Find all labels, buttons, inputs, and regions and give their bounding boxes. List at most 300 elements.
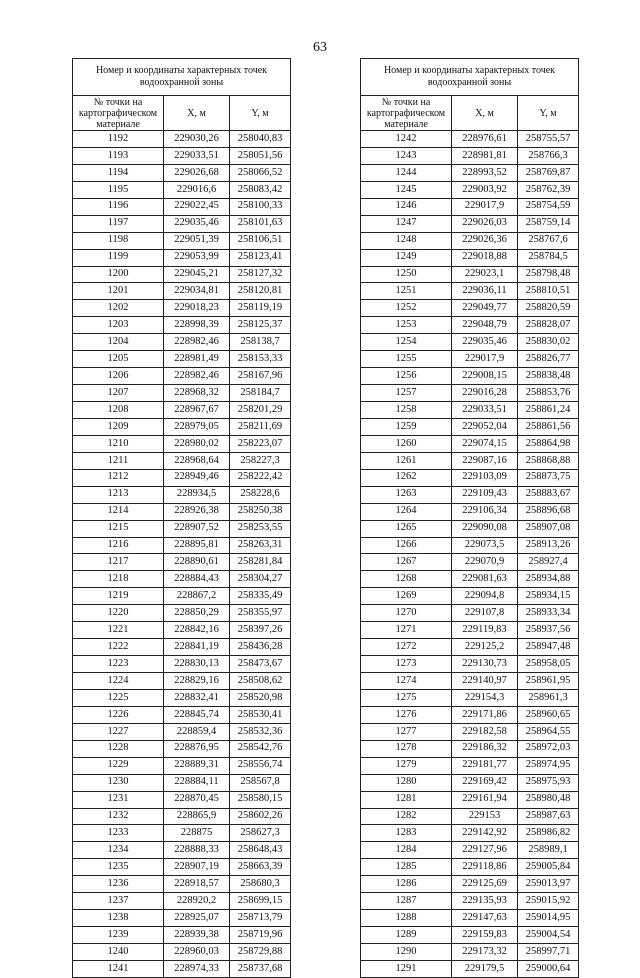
table-row — [73, 554, 291, 571]
column-header-y: Y, м — [230, 96, 291, 131]
table-row — [361, 706, 579, 723]
cell-point-number: 1203 — [73, 317, 164, 334]
table-row — [361, 639, 579, 656]
cell-point-number: 1224 — [73, 673, 164, 690]
cell-point-number: 1269 — [361, 588, 452, 605]
cell-point-number: 1193 — [73, 147, 164, 164]
cell-point-number: 1219 — [73, 588, 164, 605]
cell-x-coordinate: 229035,46 — [452, 334, 518, 351]
cell-y-coordinate: 258986,82 — [518, 825, 579, 842]
cell-x-coordinate: 229052,04 — [452, 418, 518, 435]
cell-x-coordinate: 228934,5 — [164, 486, 230, 503]
table-row — [361, 537, 579, 554]
cell-point-number: 1284 — [361, 842, 452, 859]
cell-x-coordinate: 228918,57 — [164, 876, 230, 893]
cell-y-coordinate: 259015,92 — [518, 893, 579, 910]
table-row — [73, 706, 291, 723]
cell-point-number: 1291 — [361, 960, 452, 977]
cell-point-number: 1257 — [361, 385, 452, 402]
cell-y-coordinate: 258106,51 — [230, 232, 291, 249]
cell-x-coordinate: 229109,43 — [452, 486, 518, 503]
cell-point-number: 1208 — [73, 402, 164, 419]
cell-point-number: 1231 — [73, 791, 164, 808]
cell-y-coordinate: 258766,3 — [518, 147, 579, 164]
table-row — [361, 689, 579, 706]
cell-point-number: 1246 — [361, 198, 452, 215]
column-header-x: X, м — [164, 96, 230, 131]
cell-y-coordinate: 258798,48 — [518, 266, 579, 283]
cell-y-coordinate: 258719,96 — [230, 927, 291, 944]
cell-point-number: 1215 — [73, 520, 164, 537]
cell-point-number: 1247 — [361, 215, 452, 232]
cell-y-coordinate: 258713,79 — [230, 910, 291, 927]
cell-point-number: 1201 — [73, 283, 164, 300]
cell-x-coordinate: 229026,36 — [452, 232, 518, 249]
cell-x-coordinate: 228907,19 — [164, 859, 230, 876]
table-row — [361, 418, 579, 435]
cell-y-coordinate: 258913,26 — [518, 537, 579, 554]
cell-x-coordinate: 228875 — [164, 825, 230, 842]
table-row — [73, 893, 291, 910]
cell-point-number: 1230 — [73, 774, 164, 791]
cell-x-coordinate: 228993,52 — [452, 164, 518, 181]
table-row — [361, 198, 579, 215]
cell-y-coordinate: 258873,75 — [518, 469, 579, 486]
cell-x-coordinate: 228845,74 — [164, 706, 230, 723]
cell-point-number: 1250 — [361, 266, 452, 283]
cell-point-number: 1207 — [73, 385, 164, 402]
cell-x-coordinate: 229026,03 — [452, 215, 518, 232]
cell-x-coordinate: 228968,64 — [164, 452, 230, 469]
cell-y-coordinate: 259005,84 — [518, 859, 579, 876]
cell-y-coordinate: 258304,27 — [230, 571, 291, 588]
cell-point-number: 1290 — [361, 944, 452, 961]
cell-y-coordinate: 258184,7 — [230, 385, 291, 402]
table-row — [73, 452, 291, 469]
table-row — [73, 808, 291, 825]
cell-x-coordinate: 229017,9 — [452, 351, 518, 368]
cell-point-number: 1258 — [361, 402, 452, 419]
cell-y-coordinate: 258769,87 — [518, 164, 579, 181]
cell-point-number: 1199 — [73, 249, 164, 266]
cell-point-number: 1234 — [73, 842, 164, 859]
cell-y-coordinate: 258755,57 — [518, 131, 579, 148]
table-row — [73, 639, 291, 656]
cell-y-coordinate: 258100,33 — [230, 198, 291, 215]
cell-x-coordinate: 229159,83 — [452, 927, 518, 944]
cell-x-coordinate: 228907,52 — [164, 520, 230, 537]
cell-x-coordinate: 229033,51 — [164, 147, 230, 164]
cell-point-number: 1226 — [73, 706, 164, 723]
cell-x-coordinate: 229169,42 — [452, 774, 518, 791]
cell-y-coordinate: 258972,03 — [518, 740, 579, 757]
table-row — [73, 232, 291, 249]
cell-y-coordinate: 258101,63 — [230, 215, 291, 232]
cell-point-number: 1282 — [361, 808, 452, 825]
table-row — [361, 215, 579, 232]
cell-point-number: 1260 — [361, 435, 452, 452]
cell-y-coordinate: 258473,67 — [230, 656, 291, 673]
table-row — [361, 723, 579, 740]
cell-y-coordinate: 258699,15 — [230, 893, 291, 910]
table-row — [73, 317, 291, 334]
cell-x-coordinate: 228968,32 — [164, 385, 230, 402]
cell-x-coordinate: 228865,9 — [164, 808, 230, 825]
cell-y-coordinate: 258964,55 — [518, 723, 579, 740]
cell-x-coordinate: 228895,81 — [164, 537, 230, 554]
table-row — [73, 689, 291, 706]
cell-y-coordinate: 258989,1 — [518, 842, 579, 859]
cell-y-coordinate: 258083,42 — [230, 181, 291, 198]
cell-x-coordinate: 229119,83 — [452, 622, 518, 639]
cell-x-coordinate: 229023,1 — [452, 266, 518, 283]
table-row — [361, 791, 579, 808]
cell-point-number: 1237 — [73, 893, 164, 910]
cell-x-coordinate: 229017,9 — [452, 198, 518, 215]
cell-x-coordinate: 229035,46 — [164, 215, 230, 232]
table-row — [361, 181, 579, 198]
table-row — [361, 842, 579, 859]
cell-y-coordinate: 258820,59 — [518, 300, 579, 317]
cell-y-coordinate: 258947,48 — [518, 639, 579, 656]
cell-y-coordinate: 258223,07 — [230, 435, 291, 452]
table-row — [73, 927, 291, 944]
table-row — [73, 520, 291, 537]
cell-y-coordinate: 258861,24 — [518, 402, 579, 419]
cell-x-coordinate: 228850,29 — [164, 605, 230, 622]
cell-x-coordinate: 228976,61 — [452, 131, 518, 148]
cell-point-number: 1232 — [73, 808, 164, 825]
cell-x-coordinate: 229073,5 — [452, 537, 518, 554]
cell-x-coordinate: 229154,3 — [452, 689, 518, 706]
table-row — [73, 673, 291, 690]
cell-point-number: 1202 — [73, 300, 164, 317]
table-row — [361, 503, 579, 520]
cell-point-number: 1278 — [361, 740, 452, 757]
cell-point-number: 1251 — [361, 283, 452, 300]
cell-point-number: 1279 — [361, 757, 452, 774]
cell-point-number: 1281 — [361, 791, 452, 808]
cell-point-number: 1241 — [73, 960, 164, 977]
cell-y-coordinate: 258961,95 — [518, 673, 579, 690]
table-row — [73, 181, 291, 198]
cell-y-coordinate: 258508,62 — [230, 673, 291, 690]
cell-y-coordinate: 258263,31 — [230, 537, 291, 554]
cell-y-coordinate: 258828,07 — [518, 317, 579, 334]
cell-y-coordinate: 259000,64 — [518, 960, 579, 977]
cell-x-coordinate: 228982,46 — [164, 334, 230, 351]
cell-y-coordinate: 258933,34 — [518, 605, 579, 622]
cell-y-coordinate: 258051,56 — [230, 147, 291, 164]
cell-y-coordinate: 258520,98 — [230, 689, 291, 706]
cell-point-number: 1239 — [73, 927, 164, 944]
cell-point-number: 1233 — [73, 825, 164, 842]
cell-x-coordinate: 228960,03 — [164, 944, 230, 961]
cell-y-coordinate: 258211,69 — [230, 418, 291, 435]
cell-x-coordinate: 229125,69 — [452, 876, 518, 893]
cell-x-coordinate: 229107,8 — [452, 605, 518, 622]
cell-point-number: 1285 — [361, 859, 452, 876]
cell-y-coordinate: 258335,49 — [230, 588, 291, 605]
table-row — [361, 876, 579, 893]
cell-point-number: 1238 — [73, 910, 164, 927]
cell-x-coordinate: 228982,46 — [164, 368, 230, 385]
cell-x-coordinate: 229171,86 — [452, 706, 518, 723]
cell-y-coordinate: 258934,88 — [518, 571, 579, 588]
cell-x-coordinate: 229125,2 — [452, 639, 518, 656]
cell-y-coordinate: 258253,55 — [230, 520, 291, 537]
cell-y-coordinate: 258227,3 — [230, 452, 291, 469]
cell-y-coordinate: 258250,38 — [230, 503, 291, 520]
table-row — [361, 893, 579, 910]
cell-point-number: 1268 — [361, 571, 452, 588]
cell-x-coordinate: 228981,81 — [452, 147, 518, 164]
cell-x-coordinate: 229118,86 — [452, 859, 518, 876]
cell-point-number: 1214 — [73, 503, 164, 520]
cell-y-coordinate: 258934,15 — [518, 588, 579, 605]
cell-point-number: 1263 — [361, 486, 452, 503]
table-title: Номер и координаты характерных точек водоохранной зоны — [73, 59, 291, 96]
cell-x-coordinate: 228867,2 — [164, 588, 230, 605]
cell-point-number: 1267 — [361, 554, 452, 571]
cell-y-coordinate: 258830,02 — [518, 334, 579, 351]
cell-x-coordinate: 229033,51 — [452, 402, 518, 419]
table-row — [73, 622, 291, 639]
cell-point-number: 1228 — [73, 740, 164, 757]
cell-x-coordinate: 229173,32 — [452, 944, 518, 961]
cell-y-coordinate: 258997,71 — [518, 944, 579, 961]
cell-y-coordinate: 259004,54 — [518, 927, 579, 944]
table-row — [361, 452, 579, 469]
cell-y-coordinate: 258767,6 — [518, 232, 579, 249]
table-row — [73, 503, 291, 520]
cell-point-number: 1192 — [73, 131, 164, 148]
table-row — [361, 334, 579, 351]
cell-y-coordinate: 258980,48 — [518, 791, 579, 808]
cell-point-number: 1261 — [361, 452, 452, 469]
cell-x-coordinate: 229161,94 — [452, 791, 518, 808]
table-row — [73, 283, 291, 300]
cell-x-coordinate: 229087,16 — [452, 452, 518, 469]
cell-x-coordinate: 228949,46 — [164, 469, 230, 486]
table-row — [73, 131, 291, 148]
cell-y-coordinate: 258567,8 — [230, 774, 291, 791]
table-body — [73, 131, 291, 978]
cell-point-number: 1276 — [361, 706, 452, 723]
cell-point-number: 1209 — [73, 418, 164, 435]
table-row — [73, 791, 291, 808]
cell-x-coordinate: 229140,97 — [452, 673, 518, 690]
cell-point-number: 1236 — [73, 876, 164, 893]
table-row — [73, 876, 291, 893]
cell-point-number: 1266 — [361, 537, 452, 554]
cell-x-coordinate: 229034,81 — [164, 283, 230, 300]
cell-x-coordinate: 229142,92 — [452, 825, 518, 842]
table-row — [361, 469, 579, 486]
cell-point-number: 1271 — [361, 622, 452, 639]
cell-point-number: 1287 — [361, 893, 452, 910]
table-row — [73, 774, 291, 791]
cell-x-coordinate: 229070,9 — [452, 554, 518, 571]
cell-y-coordinate: 258228,6 — [230, 486, 291, 503]
cell-point-number: 1196 — [73, 198, 164, 215]
cell-x-coordinate: 228920,2 — [164, 893, 230, 910]
table-row — [73, 402, 291, 419]
cell-y-coordinate: 258397,26 — [230, 622, 291, 639]
table-row — [361, 385, 579, 402]
cell-x-coordinate: 229008,15 — [452, 368, 518, 385]
table-row — [361, 147, 579, 164]
cell-y-coordinate: 258762,39 — [518, 181, 579, 198]
cell-y-coordinate: 258826,77 — [518, 351, 579, 368]
cell-x-coordinate: 229074,15 — [452, 435, 518, 452]
cell-y-coordinate: 259014,95 — [518, 910, 579, 927]
cell-x-coordinate: 229106,34 — [452, 503, 518, 520]
cell-point-number: 1229 — [73, 757, 164, 774]
column-header-x: X, м — [452, 96, 518, 131]
cell-x-coordinate: 229147,63 — [452, 910, 518, 927]
cell-y-coordinate: 258532,36 — [230, 723, 291, 740]
cell-y-coordinate: 258729,88 — [230, 944, 291, 961]
cell-x-coordinate: 229135,93 — [452, 893, 518, 910]
cell-point-number: 1273 — [361, 656, 452, 673]
cell-point-number: 1280 — [361, 774, 452, 791]
column-header-point-number: № точки на картографическом материале — [361, 96, 452, 131]
table-row — [73, 656, 291, 673]
table-row — [73, 249, 291, 266]
page-number: 63 — [313, 40, 327, 55]
cell-x-coordinate: 228939,38 — [164, 927, 230, 944]
cell-point-number: 1242 — [361, 131, 452, 148]
table-row — [73, 215, 291, 232]
cell-point-number: 1264 — [361, 503, 452, 520]
table-row — [361, 164, 579, 181]
table-row — [361, 232, 579, 249]
cell-y-coordinate: 258153,33 — [230, 351, 291, 368]
cell-x-coordinate: 229182,58 — [452, 723, 518, 740]
cell-point-number: 1206 — [73, 368, 164, 385]
cell-point-number: 1212 — [73, 469, 164, 486]
table-row — [73, 486, 291, 503]
cell-y-coordinate: 258222,42 — [230, 469, 291, 486]
cell-y-coordinate: 258530,41 — [230, 706, 291, 723]
table-row — [361, 131, 579, 148]
table-row — [73, 588, 291, 605]
cell-y-coordinate: 258810,51 — [518, 283, 579, 300]
cell-y-coordinate: 258120,81 — [230, 283, 291, 300]
table-row — [361, 825, 579, 842]
column-header-y: Y, м — [518, 96, 579, 131]
table-row — [361, 774, 579, 791]
table-row — [361, 283, 579, 300]
cell-x-coordinate: 228981,49 — [164, 351, 230, 368]
cell-point-number: 1213 — [73, 486, 164, 503]
cell-y-coordinate: 258119,19 — [230, 300, 291, 317]
cell-point-number: 1194 — [73, 164, 164, 181]
table-row — [73, 351, 291, 368]
cell-point-number: 1255 — [361, 351, 452, 368]
cell-x-coordinate: 228884,11 — [164, 774, 230, 791]
table-row — [361, 673, 579, 690]
cell-x-coordinate: 229048,79 — [452, 317, 518, 334]
cell-x-coordinate: 229030,26 — [164, 131, 230, 148]
cell-y-coordinate: 258759,14 — [518, 215, 579, 232]
table-row — [361, 622, 579, 639]
cell-x-coordinate: 228842,16 — [164, 622, 230, 639]
table-row — [73, 910, 291, 927]
cell-x-coordinate: 228888,33 — [164, 842, 230, 859]
cell-point-number: 1235 — [73, 859, 164, 876]
cell-point-number: 1200 — [73, 266, 164, 283]
cell-x-coordinate: 229018,88 — [452, 249, 518, 266]
cell-y-coordinate: 258907,08 — [518, 520, 579, 537]
cell-x-coordinate: 229049,77 — [452, 300, 518, 317]
cell-x-coordinate: 229090,08 — [452, 520, 518, 537]
cell-x-coordinate: 229130,73 — [452, 656, 518, 673]
cell-y-coordinate: 258987,63 — [518, 808, 579, 825]
cell-point-number: 1218 — [73, 571, 164, 588]
table-row — [73, 757, 291, 774]
table-row — [361, 927, 579, 944]
cell-x-coordinate: 228830,13 — [164, 656, 230, 673]
cell-y-coordinate: 258838,48 — [518, 368, 579, 385]
cell-x-coordinate: 228829,16 — [164, 673, 230, 690]
cell-x-coordinate: 228998,39 — [164, 317, 230, 334]
table-row — [361, 808, 579, 825]
table-row — [73, 418, 291, 435]
cell-point-number: 1220 — [73, 605, 164, 622]
table-row — [361, 859, 579, 876]
cell-x-coordinate: 228859,4 — [164, 723, 230, 740]
table-title: Номер и координаты характерных точек водоохранной зоны — [361, 59, 579, 96]
cell-x-coordinate: 229016,6 — [164, 181, 230, 198]
cell-x-coordinate: 228926,38 — [164, 503, 230, 520]
cell-y-coordinate: 258961,3 — [518, 689, 579, 706]
table-row — [73, 842, 291, 859]
cell-point-number: 1211 — [73, 452, 164, 469]
cell-point-number: 1223 — [73, 656, 164, 673]
table-row — [361, 249, 579, 266]
table-row — [361, 960, 579, 977]
cell-y-coordinate: 258040,83 — [230, 131, 291, 148]
cell-point-number: 1195 — [73, 181, 164, 198]
cell-point-number: 1222 — [73, 639, 164, 656]
cell-x-coordinate: 228974,33 — [164, 960, 230, 977]
cell-y-coordinate: 258542,76 — [230, 740, 291, 757]
cell-point-number: 1289 — [361, 927, 452, 944]
table-row — [73, 385, 291, 402]
cell-point-number: 1265 — [361, 520, 452, 537]
cell-y-coordinate: 258355,97 — [230, 605, 291, 622]
cell-y-coordinate: 258580,15 — [230, 791, 291, 808]
cell-point-number: 1198 — [73, 232, 164, 249]
column-header-point-number: № точки на картографическом материале — [73, 96, 164, 131]
table-row — [361, 317, 579, 334]
table-row — [73, 605, 291, 622]
table-row — [73, 944, 291, 961]
cell-x-coordinate: 229181,77 — [452, 757, 518, 774]
table-row — [73, 960, 291, 977]
cell-x-coordinate: 229018,23 — [164, 300, 230, 317]
table-row — [361, 757, 579, 774]
table-row — [73, 859, 291, 876]
table-row — [361, 554, 579, 571]
cell-y-coordinate: 258602,26 — [230, 808, 291, 825]
table-row — [361, 588, 579, 605]
cell-x-coordinate: 228841,19 — [164, 639, 230, 656]
cell-point-number: 1244 — [361, 164, 452, 181]
cell-point-number: 1272 — [361, 639, 452, 656]
